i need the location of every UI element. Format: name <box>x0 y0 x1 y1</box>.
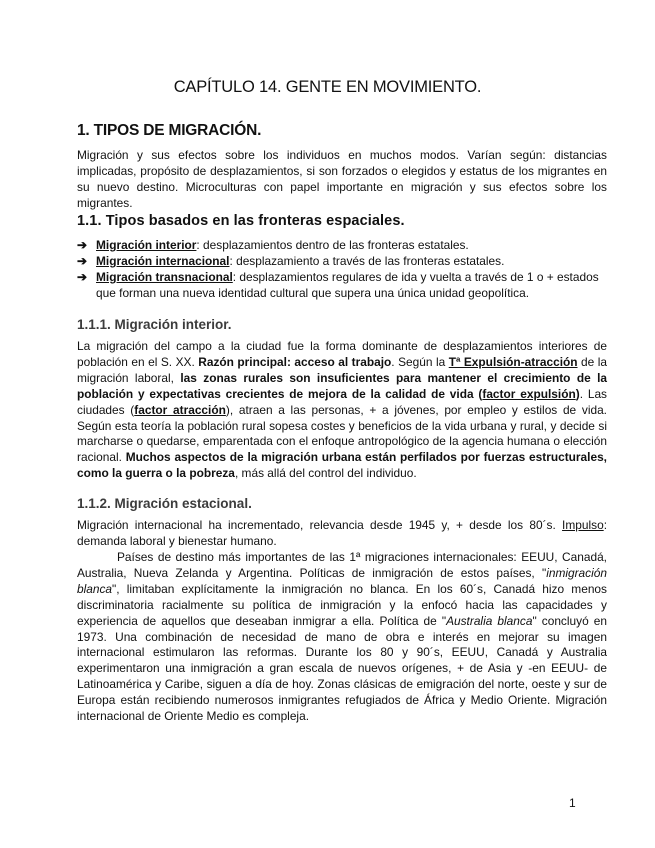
list-item <box>77 238 607 254</box>
text-run: Migración internacional ha incrementado, relevancia desde 1945 y, + desde los 80´s. <box>77 518 563 532</box>
migration-types-list <box>77 238 607 302</box>
bullet-description: : desplazamientos dentro de las fronteras estatales. <box>196 238 469 252</box>
section-1-paragraph: Migración y sus efectos sobre los individuos en muchos modos. Varían según: distancias implicadas, propósito de desplazamientos, si son forzados o elegidos y estatus de los migrantes en su nuevo destino. Microculturas con papel importante en migración y sus efectos sobre los migrantes. <box>77 148 607 210</box>
bullet-term: Migración transnacional <box>96 269 233 284</box>
section-heading-1-1-2: 1.1.2. Migración estacional. <box>77 496 252 511</box>
text-run: . Las ciudades ( <box>77 386 608 417</box>
text-run-italic: inmigración blanca <box>77 565 607 596</box>
list-item <box>77 270 607 302</box>
text-run: Países de destino más importantes de las 1ª migraciones internacionales: EEUU, Canadá, Australia, Nueva Zelanda y Argentina. Políticas de inmigración de estos países, " <box>77 550 607 580</box>
text-run-bold-underlined: Tª Expulsión-atracción <box>448 354 578 369</box>
text-run: ", limitaban explícitamente la inmigración no blanca. En los 60´s, Canadá hizo menos discriminatoria racialmente su política de inmigración y la enfocó hacia las capacidades y experiencia de aquellos que deseaban inmigrar a ella. Política de " <box>77 581 607 628</box>
section-1-1-2-paragraph <box>77 550 607 725</box>
text-run: ), atraen a las personas, + a jóvenes, por empleo y estilos de vida. Según esta teoría la población rural sopesa costes y beneficios de la vida urbana y rural, y decide si marcharse o quedarse, emparentada con el enfoque antropológico de la agencia humana o elección racional. <box>77 402 607 465</box>
text-run-underlined: Impulso <box>562 518 604 532</box>
text-run-italic: Australia blanca <box>446 613 533 628</box>
text-run-bold: ) <box>575 386 580 401</box>
text-run-bold-underlined: factor atracción <box>134 402 226 417</box>
bullet-description: : desplazamiento a través de las fronteras estatales. <box>229 253 505 268</box>
chapter-title: CAPÍTULO 14. GENTE EN MOVIMIENTO. <box>173 78 482 96</box>
section-heading-1-1: 1.1. Tipos basados en las fronteras espaciales. <box>77 213 405 229</box>
arrow-right-icon: ➔ <box>77 269 87 284</box>
text-run-bold: Razón principal: acceso al trabajo <box>198 354 392 369</box>
text-run: . Según la <box>391 354 449 369</box>
text-run-bold: las zonas rurales son insuficientes para mantener el crecimiento de la población y expectativas crecientes de mejora de la calidad de vida ( <box>77 370 607 401</box>
section-1-1-1-paragraph <box>77 339 607 482</box>
bullet-term: Migración internacional <box>96 253 230 268</box>
arrow-right-icon: ➔ <box>77 238 87 252</box>
text-run-bold: Muchos aspectos de la migración urbana están perfilados por fuerzas estructurales, como la guerra o la pobreza <box>77 450 607 481</box>
text-run: de la migración laboral, <box>77 354 607 385</box>
section-heading-1-1-1: 1.1.1. Migración interior. <box>77 317 232 332</box>
text-run: " concluyó en 1973. Una combinación de necesidad de mano de obra e interés en mejorar su imagen internacional estimularon las reformas. Durante los 80 y 90´s, EEUU, Canadá y Australia experimentaron una inmigración a gran escala de nuevos orígenes, + de Asia y -en EEUU- de Latinoamérica y Caribe, siguen a día de hoy. Zonas clásicas de emigración del norte, oeste y sur de Europa están recibiendo numerosos inmigrantes refugiados de África y Medio Oriente. Migración internacional de Oriente Medio es compleja. <box>77 613 607 724</box>
section-1-1-2-intro <box>77 518 607 550</box>
text-run: La migración del campo a la ciudad fue la forma dominante de desplazamientos interiores de población en el S. XX. <box>77 339 607 369</box>
page-number: 1 <box>569 796 576 810</box>
arrow-right-icon: ➔ <box>77 253 87 268</box>
section-heading-1: 1. TIPOS DE MIGRACIÓN. <box>77 122 262 139</box>
list-item <box>77 254 607 270</box>
text-run-bold-underlined: factor expulsión <box>482 386 576 401</box>
bullet-term: Migración interior <box>96 238 197 252</box>
bullet-description: : desplazamientos regulares de ida y vuelta a través de 1 o + estados que forman una nueva identidad cultural que supera una única unidad geopolítica. <box>96 269 599 300</box>
text-run: : demanda laboral y bienestar humano. <box>77 518 607 548</box>
text-run: , más allá del control del individuo. <box>234 466 417 481</box>
